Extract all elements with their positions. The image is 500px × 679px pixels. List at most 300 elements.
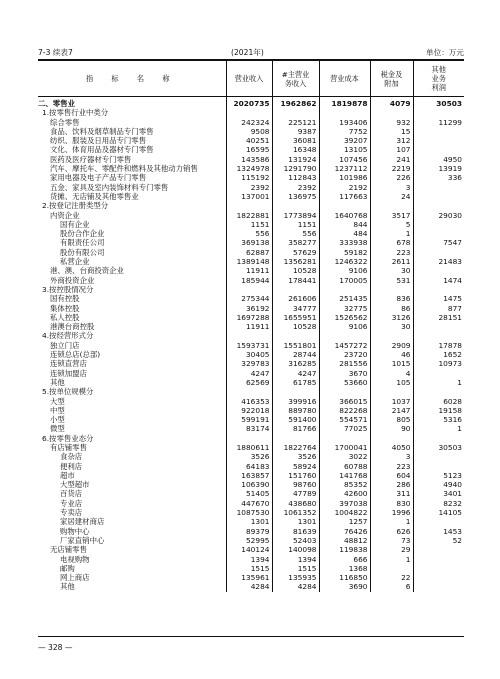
row-value: 1 bbox=[370, 555, 413, 564]
table-row bbox=[38, 378, 464, 387]
row-value: 311 bbox=[370, 489, 413, 498]
row-value: 32775 bbox=[319, 304, 370, 313]
row-label: 综合零售 bbox=[50, 117, 80, 127]
row-value: 5316 bbox=[413, 415, 464, 424]
table-year: (2021年) bbox=[231, 48, 264, 57]
row-value: 178441 bbox=[272, 276, 319, 285]
row-value: 241 bbox=[370, 155, 413, 164]
table-row bbox=[38, 155, 464, 164]
row-label: 邮购 bbox=[60, 563, 75, 573]
row-value: 36192 bbox=[226, 304, 272, 313]
row-value: 5123 bbox=[413, 471, 464, 480]
row-value bbox=[413, 573, 464, 582]
row-label: 专卖店 bbox=[60, 508, 83, 518]
table-row bbox=[38, 387, 464, 396]
row-value: 369138 bbox=[226, 238, 272, 247]
row-value: 1394 bbox=[226, 555, 272, 564]
row-value: 85352 bbox=[319, 480, 370, 489]
table-row bbox=[38, 313, 464, 322]
row-value: 143586 bbox=[226, 155, 272, 164]
row-value: 30503 bbox=[413, 97, 464, 109]
row-value: 2909 bbox=[370, 341, 413, 350]
row-value: 9106 bbox=[319, 266, 370, 275]
row-value bbox=[370, 285, 413, 294]
row-value: 2611 bbox=[370, 257, 413, 266]
row-label: 购物中心 bbox=[60, 526, 90, 536]
row-value: 135961 bbox=[226, 573, 272, 582]
row-label: 汽车、摩托车、零配件和燃料及其他动力销售 bbox=[50, 164, 198, 174]
statistics-table bbox=[38, 61, 464, 592]
row-value: 358277 bbox=[272, 238, 319, 247]
row-value: 90 bbox=[370, 424, 413, 433]
row-value: 1640768 bbox=[319, 211, 370, 220]
row-value: 805 bbox=[370, 415, 413, 424]
row-label: 厂家直销中心 bbox=[60, 535, 105, 545]
row-label: 国有企业 bbox=[60, 219, 90, 229]
row-value: 554571 bbox=[319, 415, 370, 424]
row-label: 无店铺零售 bbox=[50, 545, 87, 555]
row-value: 58924 bbox=[272, 462, 319, 471]
table-row bbox=[38, 322, 464, 331]
row-value bbox=[413, 555, 464, 564]
row-value: 28151 bbox=[413, 313, 464, 322]
row-value: 836 bbox=[370, 294, 413, 303]
row-value: 604 bbox=[370, 471, 413, 480]
row-value: 3690 bbox=[319, 582, 370, 591]
row-value: 830 bbox=[370, 499, 413, 508]
row-value bbox=[226, 201, 272, 210]
row-value bbox=[370, 387, 413, 396]
row-value: 3517 bbox=[370, 211, 413, 220]
row-value: 844 bbox=[319, 220, 370, 229]
row-value: 1087530 bbox=[226, 508, 272, 517]
table-row bbox=[38, 545, 464, 554]
row-value: 62887 bbox=[226, 248, 272, 257]
row-value: 77025 bbox=[319, 424, 370, 433]
row-value: 531 bbox=[370, 276, 413, 285]
row-value: 59182 bbox=[319, 248, 370, 257]
table-row bbox=[38, 97, 464, 109]
header-main-business-revenue: #主营业 务收入 bbox=[272, 61, 319, 97]
row-value: 19158 bbox=[413, 406, 464, 415]
row-value: 1015 bbox=[370, 359, 413, 368]
row-value bbox=[272, 201, 319, 210]
table-row bbox=[38, 536, 464, 545]
row-value: 2147 bbox=[370, 406, 413, 415]
row-value bbox=[370, 564, 413, 573]
row-value: 117663 bbox=[319, 192, 370, 201]
row-value: 1700041 bbox=[319, 443, 370, 452]
row-value bbox=[413, 229, 464, 238]
row-value: 1593731 bbox=[226, 341, 272, 350]
row-value: 556 bbox=[272, 229, 319, 238]
row-value: 312 bbox=[370, 136, 413, 145]
row-value: 106390 bbox=[226, 480, 272, 489]
row-value bbox=[413, 387, 464, 396]
row-value: 1822764 bbox=[272, 443, 319, 452]
row-value: 1301 bbox=[272, 517, 319, 526]
table-header-row bbox=[38, 61, 464, 97]
row-label: 内资企业 bbox=[50, 210, 80, 220]
row-value bbox=[319, 331, 370, 340]
row-value: 81639 bbox=[272, 527, 319, 536]
row-value: 163857 bbox=[226, 471, 272, 480]
row-value: 1475 bbox=[413, 294, 464, 303]
row-value: 39207 bbox=[319, 136, 370, 145]
row-value: 1655951 bbox=[272, 313, 319, 322]
row-value: 599191 bbox=[226, 415, 272, 424]
row-value: 666 bbox=[319, 555, 370, 564]
row-label: 五金、家具及室内装饰材料专门零售 bbox=[50, 182, 169, 192]
row-label: 电视购物 bbox=[60, 554, 90, 564]
row-label: 连锁加盟店 bbox=[50, 368, 87, 378]
row-label: 外商投资企业 bbox=[50, 275, 95, 285]
row-value: 76426 bbox=[319, 527, 370, 536]
table-body bbox=[38, 97, 464, 592]
table-row bbox=[38, 527, 464, 536]
row-value: 7547 bbox=[413, 238, 464, 247]
table-row bbox=[38, 443, 464, 452]
row-value bbox=[272, 108, 319, 117]
row-value: 51405 bbox=[226, 489, 272, 498]
row-value: 101986 bbox=[319, 173, 370, 182]
row-value: 4284 bbox=[226, 582, 272, 591]
row-value: 135935 bbox=[272, 573, 319, 582]
row-value: 17878 bbox=[413, 341, 464, 350]
row-value: 9387 bbox=[272, 127, 319, 136]
table-row bbox=[38, 508, 464, 517]
row-value: 47789 bbox=[272, 489, 319, 498]
row-value: 3022 bbox=[319, 452, 370, 461]
row-label: 纺织、服装及日用品专门零售 bbox=[50, 136, 147, 146]
header-operating-cost: 营业成本 bbox=[319, 61, 370, 97]
table-row bbox=[38, 127, 464, 136]
row-value: 399916 bbox=[272, 397, 319, 406]
row-value bbox=[413, 517, 464, 526]
row-value: 225121 bbox=[272, 118, 319, 127]
row-value bbox=[413, 545, 464, 554]
row-label: 有限责任公司 bbox=[60, 238, 105, 248]
row-value: 136975 bbox=[272, 192, 319, 201]
row-value: 226 bbox=[370, 173, 413, 182]
row-value: 1551801 bbox=[272, 341, 319, 350]
row-value: 889780 bbox=[272, 406, 319, 415]
row-value: 137001 bbox=[226, 192, 272, 201]
table-row bbox=[38, 573, 464, 582]
table-row bbox=[38, 480, 464, 489]
row-label: 二、零售业 bbox=[38, 99, 75, 108]
row-label: 股份合作企业 bbox=[60, 229, 105, 239]
row-value: 316285 bbox=[272, 359, 319, 368]
table-row bbox=[38, 211, 464, 220]
row-value: 11299 bbox=[413, 118, 464, 127]
row-label: 专业店 bbox=[60, 498, 83, 508]
table-row bbox=[38, 462, 464, 471]
row-value bbox=[272, 285, 319, 294]
row-value bbox=[413, 331, 464, 340]
row-value: 112843 bbox=[272, 173, 319, 182]
table-row bbox=[38, 452, 464, 461]
row-value: 2192 bbox=[319, 183, 370, 192]
row-value: 1151 bbox=[226, 220, 272, 229]
row-value: 4284 bbox=[272, 582, 319, 591]
row-value: 21483 bbox=[413, 257, 464, 266]
row-value: 4940 bbox=[413, 480, 464, 489]
row-value: 591400 bbox=[272, 415, 319, 424]
row-value bbox=[226, 285, 272, 294]
row-value: 1324978 bbox=[226, 164, 272, 173]
row-value: 107456 bbox=[319, 155, 370, 164]
row-value: 52995 bbox=[226, 536, 272, 545]
row-value bbox=[370, 201, 413, 210]
row-label: 中型 bbox=[50, 405, 65, 415]
row-value bbox=[413, 136, 464, 145]
row-value bbox=[370, 434, 413, 443]
row-value: 62569 bbox=[226, 378, 272, 387]
table-row bbox=[38, 499, 464, 508]
row-label: 1.按零售行业中类分 bbox=[42, 108, 109, 118]
table-row bbox=[38, 192, 464, 201]
row-value bbox=[413, 192, 464, 201]
row-value: 922018 bbox=[226, 406, 272, 415]
row-label: 港、澳、台商投资企业 bbox=[50, 266, 124, 276]
row-value: 822268 bbox=[319, 406, 370, 415]
row-value bbox=[413, 285, 464, 294]
row-value: 13919 bbox=[413, 164, 464, 173]
row-value: 1151 bbox=[272, 220, 319, 229]
row-value: 6 bbox=[370, 582, 413, 591]
row-label: 6.按零售业态分 bbox=[42, 433, 94, 443]
row-label: 5.按单位规模分 bbox=[42, 387, 94, 397]
table-row bbox=[38, 294, 464, 303]
row-value: 2392 bbox=[226, 183, 272, 192]
row-value: 105 bbox=[370, 378, 413, 387]
row-value: 242324 bbox=[226, 118, 272, 127]
row-value bbox=[413, 434, 464, 443]
row-label: 文化、体育用品及器材专门零售 bbox=[50, 145, 154, 155]
row-value: 60788 bbox=[319, 462, 370, 471]
row-value: 4247 bbox=[226, 369, 272, 378]
row-value: 23720 bbox=[319, 350, 370, 359]
row-value: 1515 bbox=[272, 564, 319, 573]
table-row bbox=[38, 164, 464, 173]
row-value: 1453 bbox=[413, 527, 464, 536]
row-value: 140124 bbox=[226, 545, 272, 554]
row-value: 366015 bbox=[319, 397, 370, 406]
row-value: 89379 bbox=[226, 527, 272, 536]
row-value bbox=[413, 564, 464, 573]
row-value: 1515 bbox=[226, 564, 272, 573]
row-value: 4 bbox=[370, 369, 413, 378]
row-label: 2.按登记注册类型分 bbox=[42, 201, 109, 211]
row-value: 556 bbox=[226, 229, 272, 238]
row-value: 1368 bbox=[319, 564, 370, 573]
row-value bbox=[413, 145, 464, 154]
row-value: 52 bbox=[413, 536, 464, 545]
row-value: 185944 bbox=[226, 276, 272, 285]
row-value: 3 bbox=[370, 452, 413, 461]
row-value: 81766 bbox=[272, 424, 319, 433]
row-value: 107 bbox=[370, 145, 413, 154]
row-value: 1237112 bbox=[319, 164, 370, 173]
row-value: 8232 bbox=[413, 499, 464, 508]
table-row bbox=[38, 471, 464, 480]
row-value: 333938 bbox=[319, 238, 370, 247]
row-value: 1 bbox=[370, 229, 413, 238]
row-value: 286 bbox=[370, 480, 413, 489]
row-value: 64183 bbox=[226, 462, 272, 471]
table-row bbox=[38, 489, 464, 498]
row-value: 1004822 bbox=[319, 508, 370, 517]
row-value: 11911 bbox=[226, 266, 272, 275]
row-label: 医药及医疗器材专门零售 bbox=[50, 154, 132, 164]
row-value: 223 bbox=[370, 462, 413, 471]
row-value: 678 bbox=[370, 238, 413, 247]
table-caption-bar bbox=[38, 47, 464, 59]
row-value bbox=[413, 183, 464, 192]
table-row bbox=[38, 266, 464, 275]
row-value: 116850 bbox=[319, 573, 370, 582]
table-row bbox=[38, 582, 464, 591]
row-label: 集体控股 bbox=[50, 303, 80, 313]
row-label: 独立门店 bbox=[50, 340, 80, 350]
row-value: 1 bbox=[413, 378, 464, 387]
row-value: 52403 bbox=[272, 536, 319, 545]
row-value: 5 bbox=[370, 220, 413, 229]
row-value: 115192 bbox=[226, 173, 272, 182]
row-label: 国有控股 bbox=[50, 294, 80, 304]
header-other-business-profit: 其他 业务 利润 bbox=[413, 61, 464, 97]
row-value: 34777 bbox=[272, 304, 319, 313]
row-value: 29030 bbox=[413, 211, 464, 220]
row-value: 14105 bbox=[413, 508, 464, 517]
row-value: 877 bbox=[413, 304, 464, 313]
row-value: 98760 bbox=[272, 480, 319, 489]
row-value: 3526 bbox=[226, 452, 272, 461]
row-value: 416353 bbox=[226, 397, 272, 406]
row-value bbox=[413, 266, 464, 275]
row-value: 1301 bbox=[226, 517, 272, 526]
row-value: 484 bbox=[319, 229, 370, 238]
row-value: 1246322 bbox=[319, 257, 370, 266]
table-row bbox=[38, 517, 464, 526]
row-value bbox=[413, 108, 464, 117]
row-label: 股份有限公司 bbox=[60, 247, 105, 257]
row-value bbox=[413, 582, 464, 591]
row-value bbox=[413, 201, 464, 210]
row-value bbox=[413, 452, 464, 461]
row-value: 10973 bbox=[413, 359, 464, 368]
row-value: 1822881 bbox=[226, 211, 272, 220]
table-row bbox=[38, 248, 464, 257]
row-value: 1457272 bbox=[319, 341, 370, 350]
table-row bbox=[38, 276, 464, 285]
row-value bbox=[319, 285, 370, 294]
row-value: 22 bbox=[370, 573, 413, 582]
row-label: 食杂店 bbox=[60, 452, 83, 462]
row-label: 家居建材商店 bbox=[60, 517, 105, 527]
row-label: 家用电器及电子产品专门零售 bbox=[50, 173, 147, 183]
row-value: 626 bbox=[370, 527, 413, 536]
page-number: — 328 — bbox=[38, 643, 73, 652]
row-value: 251435 bbox=[319, 294, 370, 303]
row-value: 1773894 bbox=[272, 211, 319, 220]
table-row bbox=[38, 220, 464, 229]
row-value: 30 bbox=[370, 322, 413, 331]
row-value bbox=[226, 434, 272, 443]
row-value: 119838 bbox=[319, 545, 370, 554]
row-value bbox=[272, 331, 319, 340]
row-value bbox=[413, 369, 464, 378]
row-value: 3 bbox=[370, 183, 413, 192]
row-value: 140098 bbox=[272, 545, 319, 554]
row-value: 397038 bbox=[319, 499, 370, 508]
row-value: 3526 bbox=[272, 452, 319, 461]
row-value: 86 bbox=[370, 304, 413, 313]
row-label: 微型 bbox=[50, 424, 65, 434]
row-value: 30503 bbox=[413, 443, 464, 452]
table-row bbox=[38, 564, 464, 573]
row-value: 2020735 bbox=[226, 97, 272, 109]
row-value: 3126 bbox=[370, 313, 413, 322]
row-label: 有店铺零售 bbox=[50, 442, 87, 452]
row-value: 193406 bbox=[319, 118, 370, 127]
row-value: 24 bbox=[370, 192, 413, 201]
row-label: 超市 bbox=[60, 470, 75, 480]
row-value: 3401 bbox=[413, 489, 464, 498]
row-value: 40251 bbox=[226, 136, 272, 145]
row-value: 53660 bbox=[319, 378, 370, 387]
row-value bbox=[413, 462, 464, 471]
row-value: 6028 bbox=[413, 397, 464, 406]
table-row bbox=[38, 331, 464, 340]
table-row bbox=[38, 229, 464, 238]
row-value: 1 bbox=[413, 424, 464, 433]
row-value: 61785 bbox=[272, 378, 319, 387]
row-value: 11911 bbox=[226, 322, 272, 331]
row-value: 329783 bbox=[226, 359, 272, 368]
row-value: 48812 bbox=[319, 536, 370, 545]
table-id: 7-3 续表7 bbox=[38, 48, 73, 57]
table-row bbox=[38, 434, 464, 443]
row-value: 29 bbox=[370, 545, 413, 554]
row-label: 大型 bbox=[50, 396, 65, 406]
row-value: 15 bbox=[370, 127, 413, 136]
row-value: 1962862 bbox=[272, 97, 319, 109]
table-row bbox=[38, 424, 464, 433]
row-value: 73 bbox=[370, 536, 413, 545]
row-label: 小型 bbox=[50, 415, 65, 425]
row-value: 438680 bbox=[272, 499, 319, 508]
table-row bbox=[38, 136, 464, 145]
row-value: 4950 bbox=[413, 155, 464, 164]
row-label: 便利店 bbox=[60, 461, 83, 471]
row-value bbox=[413, 127, 464, 136]
row-value: 1356281 bbox=[272, 257, 319, 266]
table-row bbox=[38, 397, 464, 406]
row-value: 4050 bbox=[370, 443, 413, 452]
row-value bbox=[370, 108, 413, 117]
row-value bbox=[319, 201, 370, 210]
row-value: 1996 bbox=[370, 508, 413, 517]
header-operating-revenue: 营业收入 bbox=[226, 61, 272, 97]
row-value: 170005 bbox=[319, 276, 370, 285]
table-row bbox=[38, 359, 464, 368]
table-row bbox=[38, 304, 464, 313]
row-value: 932 bbox=[370, 118, 413, 127]
table-row bbox=[38, 118, 464, 127]
row-value bbox=[272, 434, 319, 443]
